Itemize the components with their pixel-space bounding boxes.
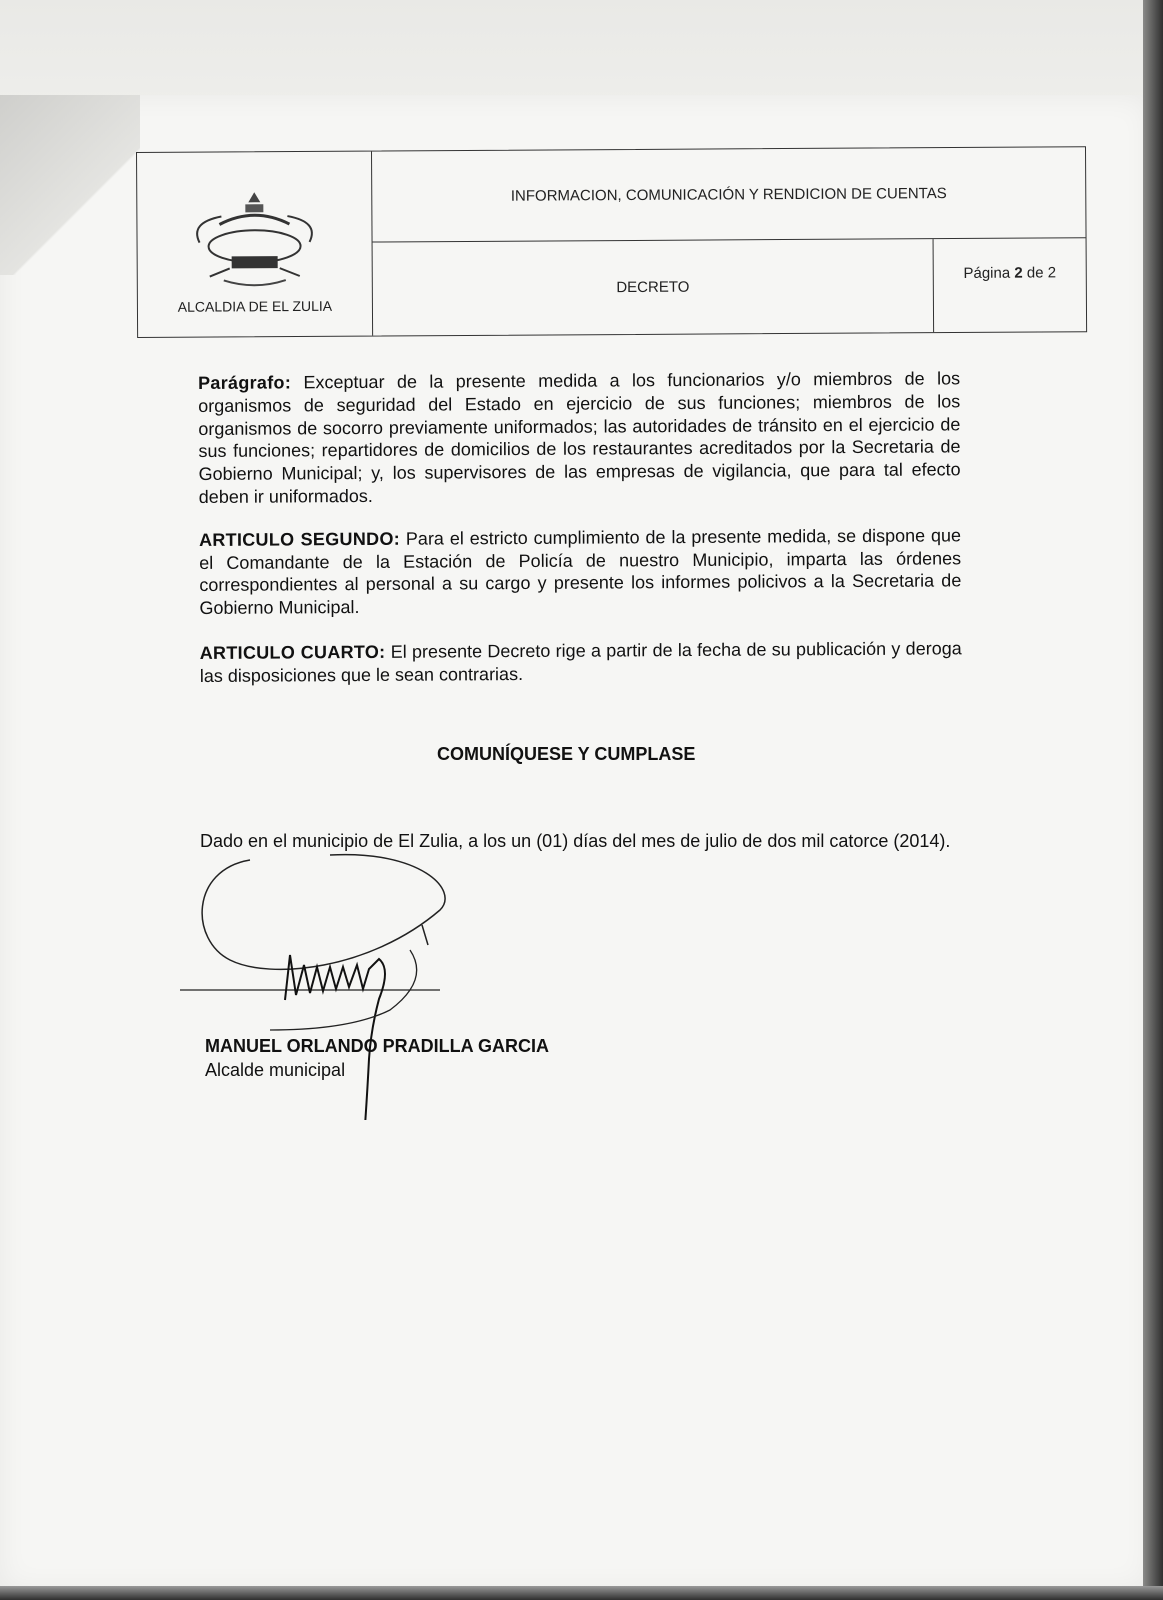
page-number [934, 238, 1087, 332]
scan-bottom-edge [0, 1586, 1163, 1600]
articulo-cuarto-label: ARTICULO CUARTO: [199, 641, 386, 663]
scan-right-edge [1143, 0, 1163, 1600]
page-folded-corner [0, 95, 140, 275]
decree-body [198, 367, 962, 701]
signer-name: MANUEL ORLANDO PRADILLA GARCIA [205, 1036, 549, 1056]
articulo-segundo-text: Para el estricto cumplimiento de la presente medida, se dispone que el Comandante de la Estación de Policía de nuestro Municipio, imparta las órdenes correspondientes al personal a su cargo y presente los informes policivos a la Secretaria de Gobierno Municipal. [199, 525, 962, 619]
articulo-segundo-label: ARTICULO SEGUNDO: [198, 528, 401, 550]
dated-statement: Dado en el municipio de El Zulia, a los un (01) días del mes de julio de dos mil catorce (2014). [200, 831, 951, 851]
page-current: 2 [1014, 264, 1023, 282]
paragrafo-paragraph [198, 367, 961, 508]
document-type: DECRETO [373, 239, 935, 335]
paragrafo-label: Parágrafo: [198, 372, 292, 393]
header-logo-cell [137, 152, 373, 337]
articulo-cuarto-text: El presente Decreto rige a partir de la fecha de su publicación y deroga las disposiciones que le sean contrarias. [199, 638, 962, 686]
articulo-cuarto-paragraph [200, 637, 962, 687]
document-header-table [136, 146, 1087, 338]
paragrafo-text: Exceptuar de la presente medida a los funcionarios y/o miembros de los organismos de seguridad del Estado en ejercicio de sus funciones; miembros de los organismos de socorro previamente uniformados; las autoridades de tránsito en el ejercicio de sus funciones; repartidores de domicilios de los restaurantes acreditados por la Secretaria de Gobierno Municipal; y, los supervisores de las empresas de vigilancia, que para tal efecto deben ir uniformados. [198, 368, 961, 507]
municipal-seal-icon [179, 184, 330, 295]
organization-name: ALCALDIA DE EL ZULIA [177, 297, 333, 315]
page-prefix: Página [963, 264, 1015, 282]
signer-role: Alcalde municipal [205, 1060, 346, 1080]
articulo-segundo-paragraph [199, 524, 962, 620]
page-suffix: de 2 [1022, 264, 1057, 282]
closing-heading: COMUNÍQUESE Y CUMPLASE [437, 744, 696, 764]
document-process-title: INFORMACION, COMUNICACIÓN Y RENDICION DE CUENTAS [372, 147, 1086, 242]
